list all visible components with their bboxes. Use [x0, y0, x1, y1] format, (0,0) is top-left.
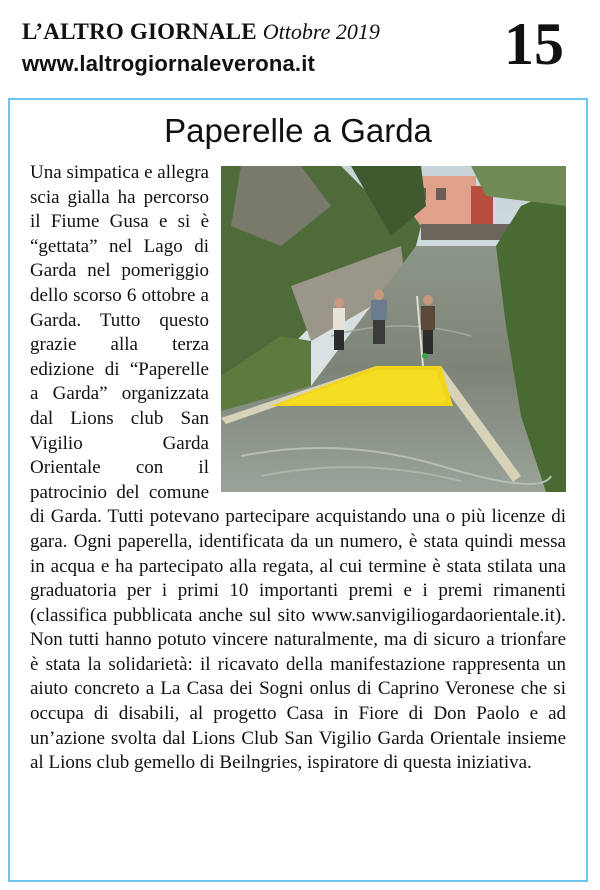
masthead-left	[22, 20, 380, 77]
article-body: Una simpatica e allegra scia gialla ha percorso il Fiume Gusa e si è “gettata” nel Lago di Garda nel pomeriggio dello scorso 6 ottobre a Garda. Tutto questo grazie alla terza edizione di “Paperelle a Garda” organizzata dal Lions club San Vigilio Garda Orientale con il patrocinio del comune di Garda. Tutti potevano partecipare acquistando una o più licenze di gara. Ogni paperella, identificata da un numero, è stata quindi messa in acqua e ha partecipato alla regata, al cui termine è stata stilata una graduatoria per i primi 10 importanti premi e i premi rimanenti (classifica pubblicata anche sul sito www.sanvigiliogardaorientale.it). Non tutti hanno potuto vincere naturalmente, ma di sicuro a trionfare è stata la solidarietà: il ricavato della manifestazione rappresenta un aiuto concreto a La Casa dei Sogni onlus di Caprino Veronese che si occupa di disabili, al progetto Casa in Fiore di Don Paolo e ad un’azione svolta dal Lions Club San Vigilio Garda Orientale insieme al Lions club gemello di Beilngries, ispiratore di questa iniziativa.	[30, 162, 566, 774]
issue-date: Ottobre 2019	[262, 19, 380, 44]
article-box	[8, 98, 588, 882]
paper-name: L’ALTRO GIORNALE	[22, 19, 257, 44]
article-photo	[221, 166, 566, 492]
website-url: www.laltrogiornaleverona.it	[22, 51, 316, 76]
page-number: 15	[504, 11, 564, 77]
masthead-title-line	[22, 20, 380, 43]
article-body-container	[30, 161, 566, 776]
article-headline: Paperelle a Garda	[164, 112, 432, 149]
masthead	[0, 0, 600, 96]
